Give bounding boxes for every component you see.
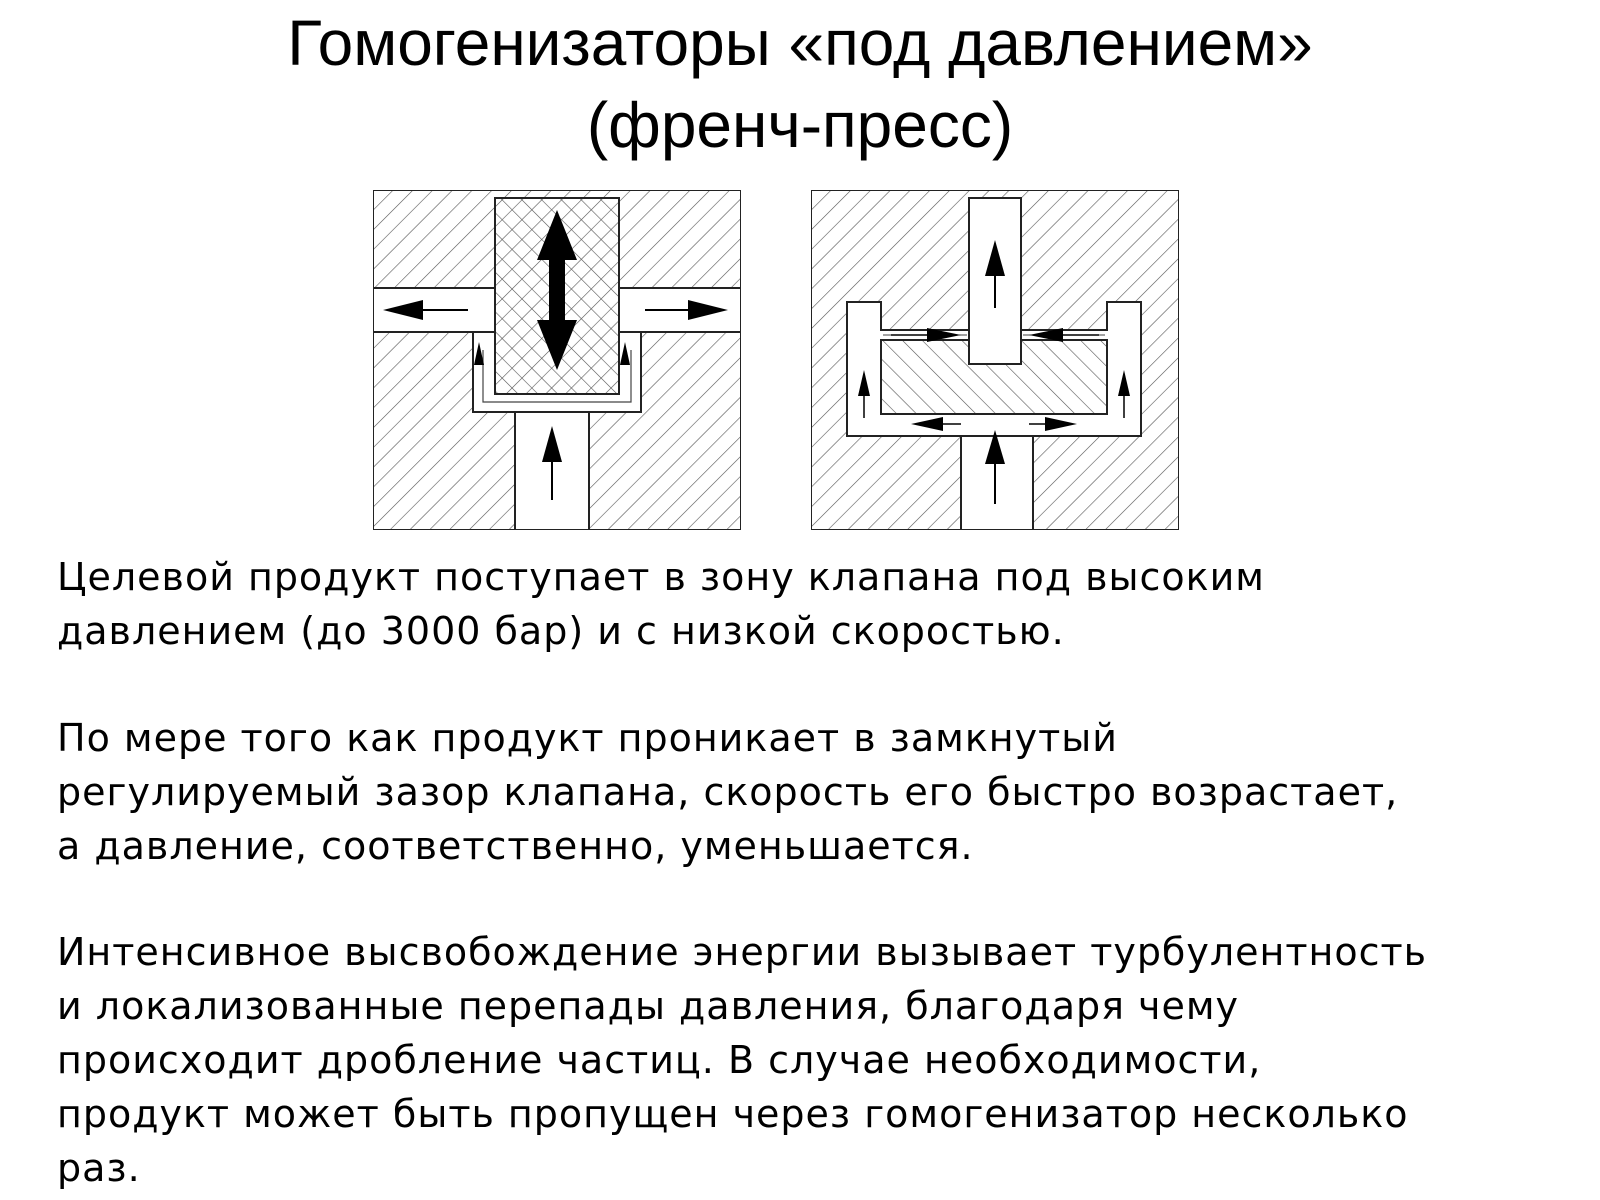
paragraph-3-line-1: Интенсивное высвобождение энергии вызывает турбулентность <box>57 930 1428 974</box>
homogenizer-valve-right-icon <box>811 190 1179 530</box>
paragraph-3-line-4: продукт может быть пропущен через гомогенизатор несколько <box>57 1092 1409 1136</box>
paragraph-2-line-1: По мере того как продукт проникает в замкнутый <box>57 716 1118 760</box>
page-title <box>0 2 1600 166</box>
paragraph-1-line-2: давлением (до 3000 бар) и с низкой скоростью. <box>57 609 1065 653</box>
paragraph-2 <box>57 711 1577 873</box>
paragraph-3 <box>57 925 1577 1195</box>
title-line-1: Гомогенизаторы «под давлением» <box>287 7 1313 79</box>
paragraph-1-line-1: Целевой продукт поступает в зону клапана под высоким <box>57 555 1265 599</box>
paragraph-2-line-3: а давление, соответственно, уменьшается. <box>57 824 974 868</box>
paragraph-1 <box>57 550 1577 658</box>
paragraph-2-line-2: регулируемый зазор клапана, скорость его быстро возрастает, <box>57 770 1399 814</box>
paragraph-3-line-5: раз. <box>57 1146 141 1190</box>
paragraph-3-line-2: и локализованные перепады давления, благодаря чему <box>57 984 1240 1028</box>
homogenizer-valve-left-icon <box>373 190 741 530</box>
paragraph-3-line-3: происходит дробление частиц. В случае необходимости, <box>57 1038 1262 1082</box>
title-line-2: (френч-пресс) <box>586 89 1014 161</box>
